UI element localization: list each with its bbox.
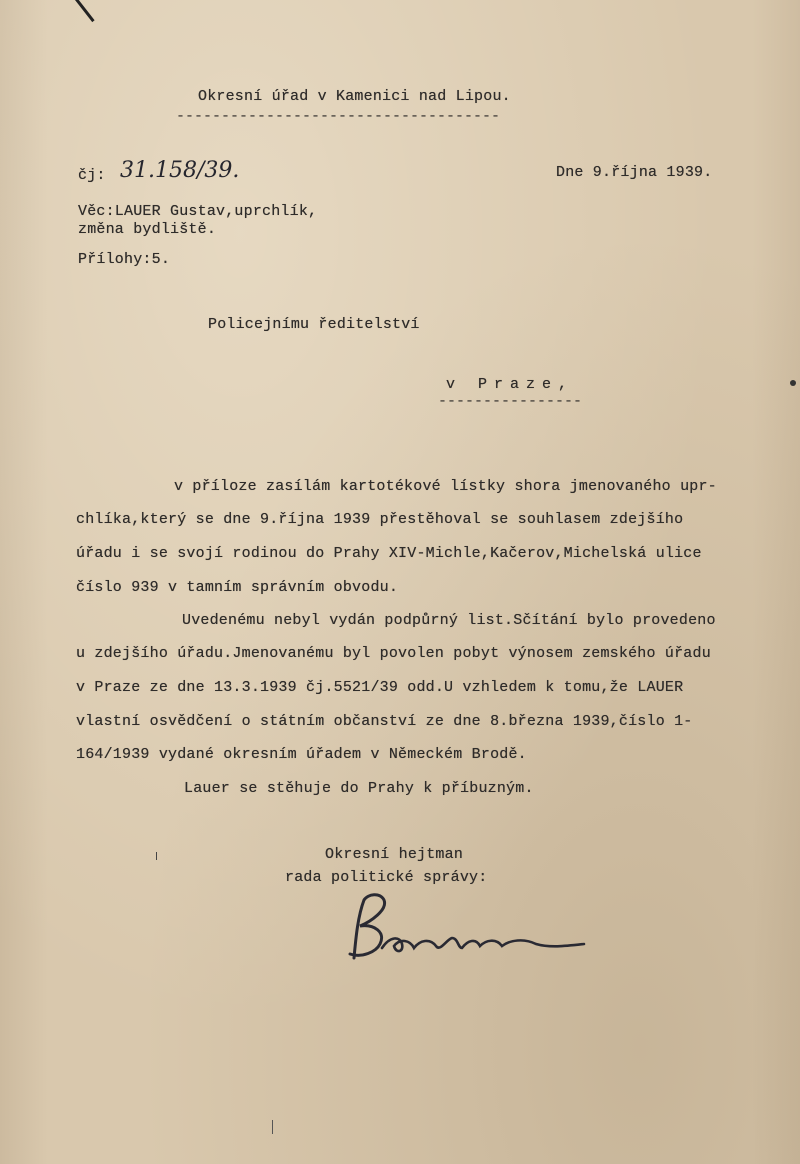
recipient-name: Policejnímu ředitelství [208,316,420,333]
body-line-8: vlastní osvědčení o státním občanství ze dne 8.března 1939,číslo 1- [76,713,693,730]
body-line-3: úřadu i se svojí rodinou do Prahy XIV-Michle,Kačerov,Michelská ulice [76,545,702,562]
handwritten-signature [340,888,600,968]
subject-line-2: změna bydliště. [78,221,217,238]
reference-prefix: čj: [78,167,106,184]
subject-line-1: Věc:LAUER Gustav,uprchlík, [78,203,318,220]
attachments-line: Přílohy:5. [78,251,171,268]
recipient-city-underline: ---------------- [438,393,583,410]
signature-title-1: Okresní hejtman [325,846,464,863]
office-heading: Okresní úřad v Kamenici nad Lipou. [198,88,511,105]
body-line-1: v příloze zasílám kartotékové lístky shora jmenovaného upr- [174,478,717,495]
recipient-city: v Praze, [446,376,575,393]
signature-title-2: rada politické správy: [285,869,488,886]
body-line-9: 164/1939 vydané okresním úřadem v Německém Brodě. [76,746,527,763]
body-line-7: v Praze ze dne 13.3.1939 čj.5521/39 odd.U vzhledem k tomu,že LAUER [76,679,684,696]
stray-mark-right-edge [790,380,796,386]
corner-ink-mark [75,0,95,22]
stray-mark-bottom [272,1120,273,1134]
body-line-4: číslo 939 v tamním správním obvodu. [76,579,399,596]
reference-number: 31.158/39. [120,158,240,183]
office-heading-underline: ------------------------------------ [176,108,501,125]
body-line-2: chlíka,který se dne 9.října 1939 přestěhoval se souhlasem zdejšího [76,511,684,528]
body-line-10: Lauer se stěhuje do Prahy k příbuzným. [184,780,534,797]
stray-mark-left [156,852,157,860]
letter-date: Dne 9.října 1939. [556,164,713,181]
body-line-6: u zdejšího úřadu.Jmenovanému byl povolen pobyt výnosem zemského úřadu [76,645,711,662]
body-line-5: Uvedenému nebyl vydán podpůrný list.Sčítání bylo provedeno [182,612,716,629]
